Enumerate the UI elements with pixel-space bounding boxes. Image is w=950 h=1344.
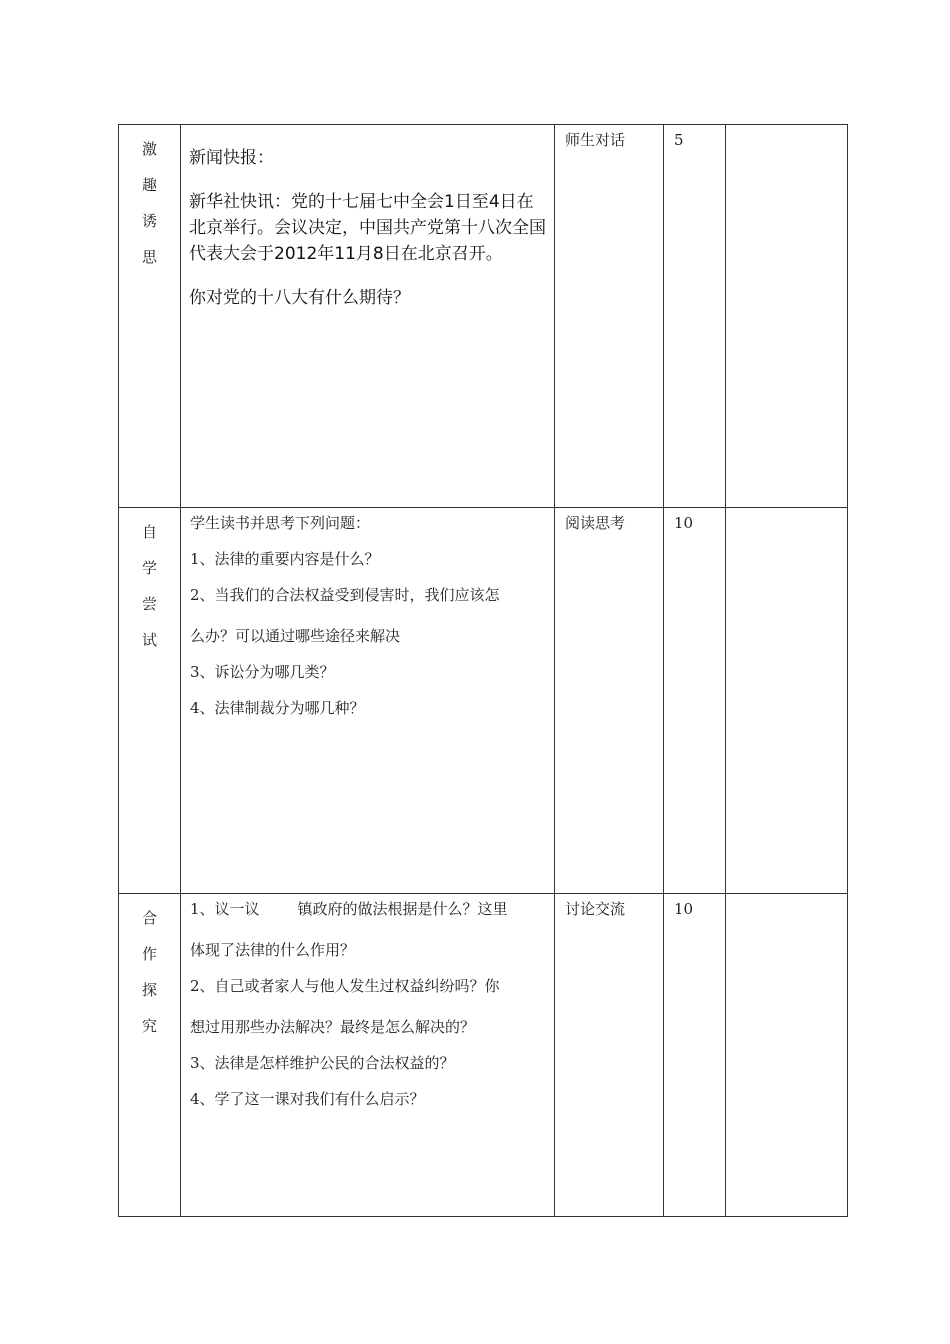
table-row	[119, 508, 848, 894]
question-intro: 学生读书并思考下列问题：	[190, 514, 371, 532]
stage-char: 探	[141, 981, 157, 999]
stage-cell	[119, 125, 181, 508]
note-cell	[726, 894, 848, 1217]
stage-cell	[119, 894, 181, 1217]
table-row	[119, 125, 848, 508]
news-body: 新华社快讯：党的十七届七中全会1日至4日在北京举行。会议决定，中国共产党第十八次全国代表大会于2012年11月8日在北京召开。	[189, 192, 546, 264]
question-line: 体现了法律的什么作用？	[190, 941, 356, 959]
method-cell	[555, 125, 664, 508]
time-value: 10	[674, 900, 694, 918]
question-item	[190, 898, 546, 961]
stage-char: 学	[141, 559, 157, 577]
content-cell	[181, 125, 555, 508]
content-cell	[181, 894, 555, 1217]
question-line: 1、议一议	[190, 900, 260, 918]
question-line: 2、当我们的合法权益受到侵害时，我们应该怎	[190, 586, 500, 604]
time-cell	[664, 508, 726, 894]
time-value: 10	[674, 514, 694, 532]
note-cell	[726, 508, 848, 894]
question-item: 1、法律的重要内容是什么？	[190, 550, 380, 568]
question-item	[190, 975, 546, 1038]
stage-char: 趣	[141, 176, 157, 194]
stage-char: 激	[141, 140, 157, 158]
lesson-plan-table	[118, 124, 848, 1217]
news-question: 你对党的十八大有什么期待？	[189, 288, 410, 308]
method-label: 阅读思考	[565, 514, 626, 532]
question-line: 镇政府的做法根据是什么？这里	[297, 900, 508, 918]
question-item: 3、诉讼分为哪几类？	[190, 663, 335, 681]
method-cell	[555, 894, 664, 1217]
stage-char: 诱	[141, 212, 157, 230]
question-item: 4、学了这一课对我们有什么启示？	[190, 1090, 425, 1108]
method-label: 讨论交流	[565, 900, 626, 918]
stage-cell	[119, 508, 181, 894]
stage-char: 合	[141, 909, 157, 927]
method-label: 师生对话	[565, 131, 626, 149]
table-row	[119, 894, 848, 1217]
stage-char: 尝	[141, 595, 157, 613]
time-cell	[664, 894, 726, 1217]
stage-char: 自	[141, 523, 157, 541]
news-title: 新闻快报：	[189, 148, 274, 168]
time-value: 5	[674, 131, 684, 149]
question-list	[181, 508, 554, 719]
stage-char: 试	[141, 631, 157, 649]
news-block	[181, 125, 554, 311]
question-item: 3、法律是怎样维护公民的合法权益的？	[190, 1054, 455, 1072]
question-line: 么办？可以通过哪些途径来解决	[190, 627, 401, 645]
question-list	[181, 894, 554, 1110]
content-cell	[181, 508, 555, 894]
note-cell	[726, 125, 848, 508]
stage-char: 究	[141, 1017, 157, 1035]
question-line: 想过用那些办法解决？最终是怎么解决的？	[190, 1018, 476, 1036]
question-item	[190, 584, 546, 647]
question-line: 2、自己或者家人与他人发生过权益纠纷吗？你	[190, 977, 500, 995]
stage-char: 思	[141, 248, 157, 266]
method-cell	[555, 508, 664, 894]
question-item: 4、法律制裁分为哪几种？	[190, 699, 365, 717]
stage-char: 作	[141, 945, 157, 963]
time-cell	[664, 125, 726, 508]
